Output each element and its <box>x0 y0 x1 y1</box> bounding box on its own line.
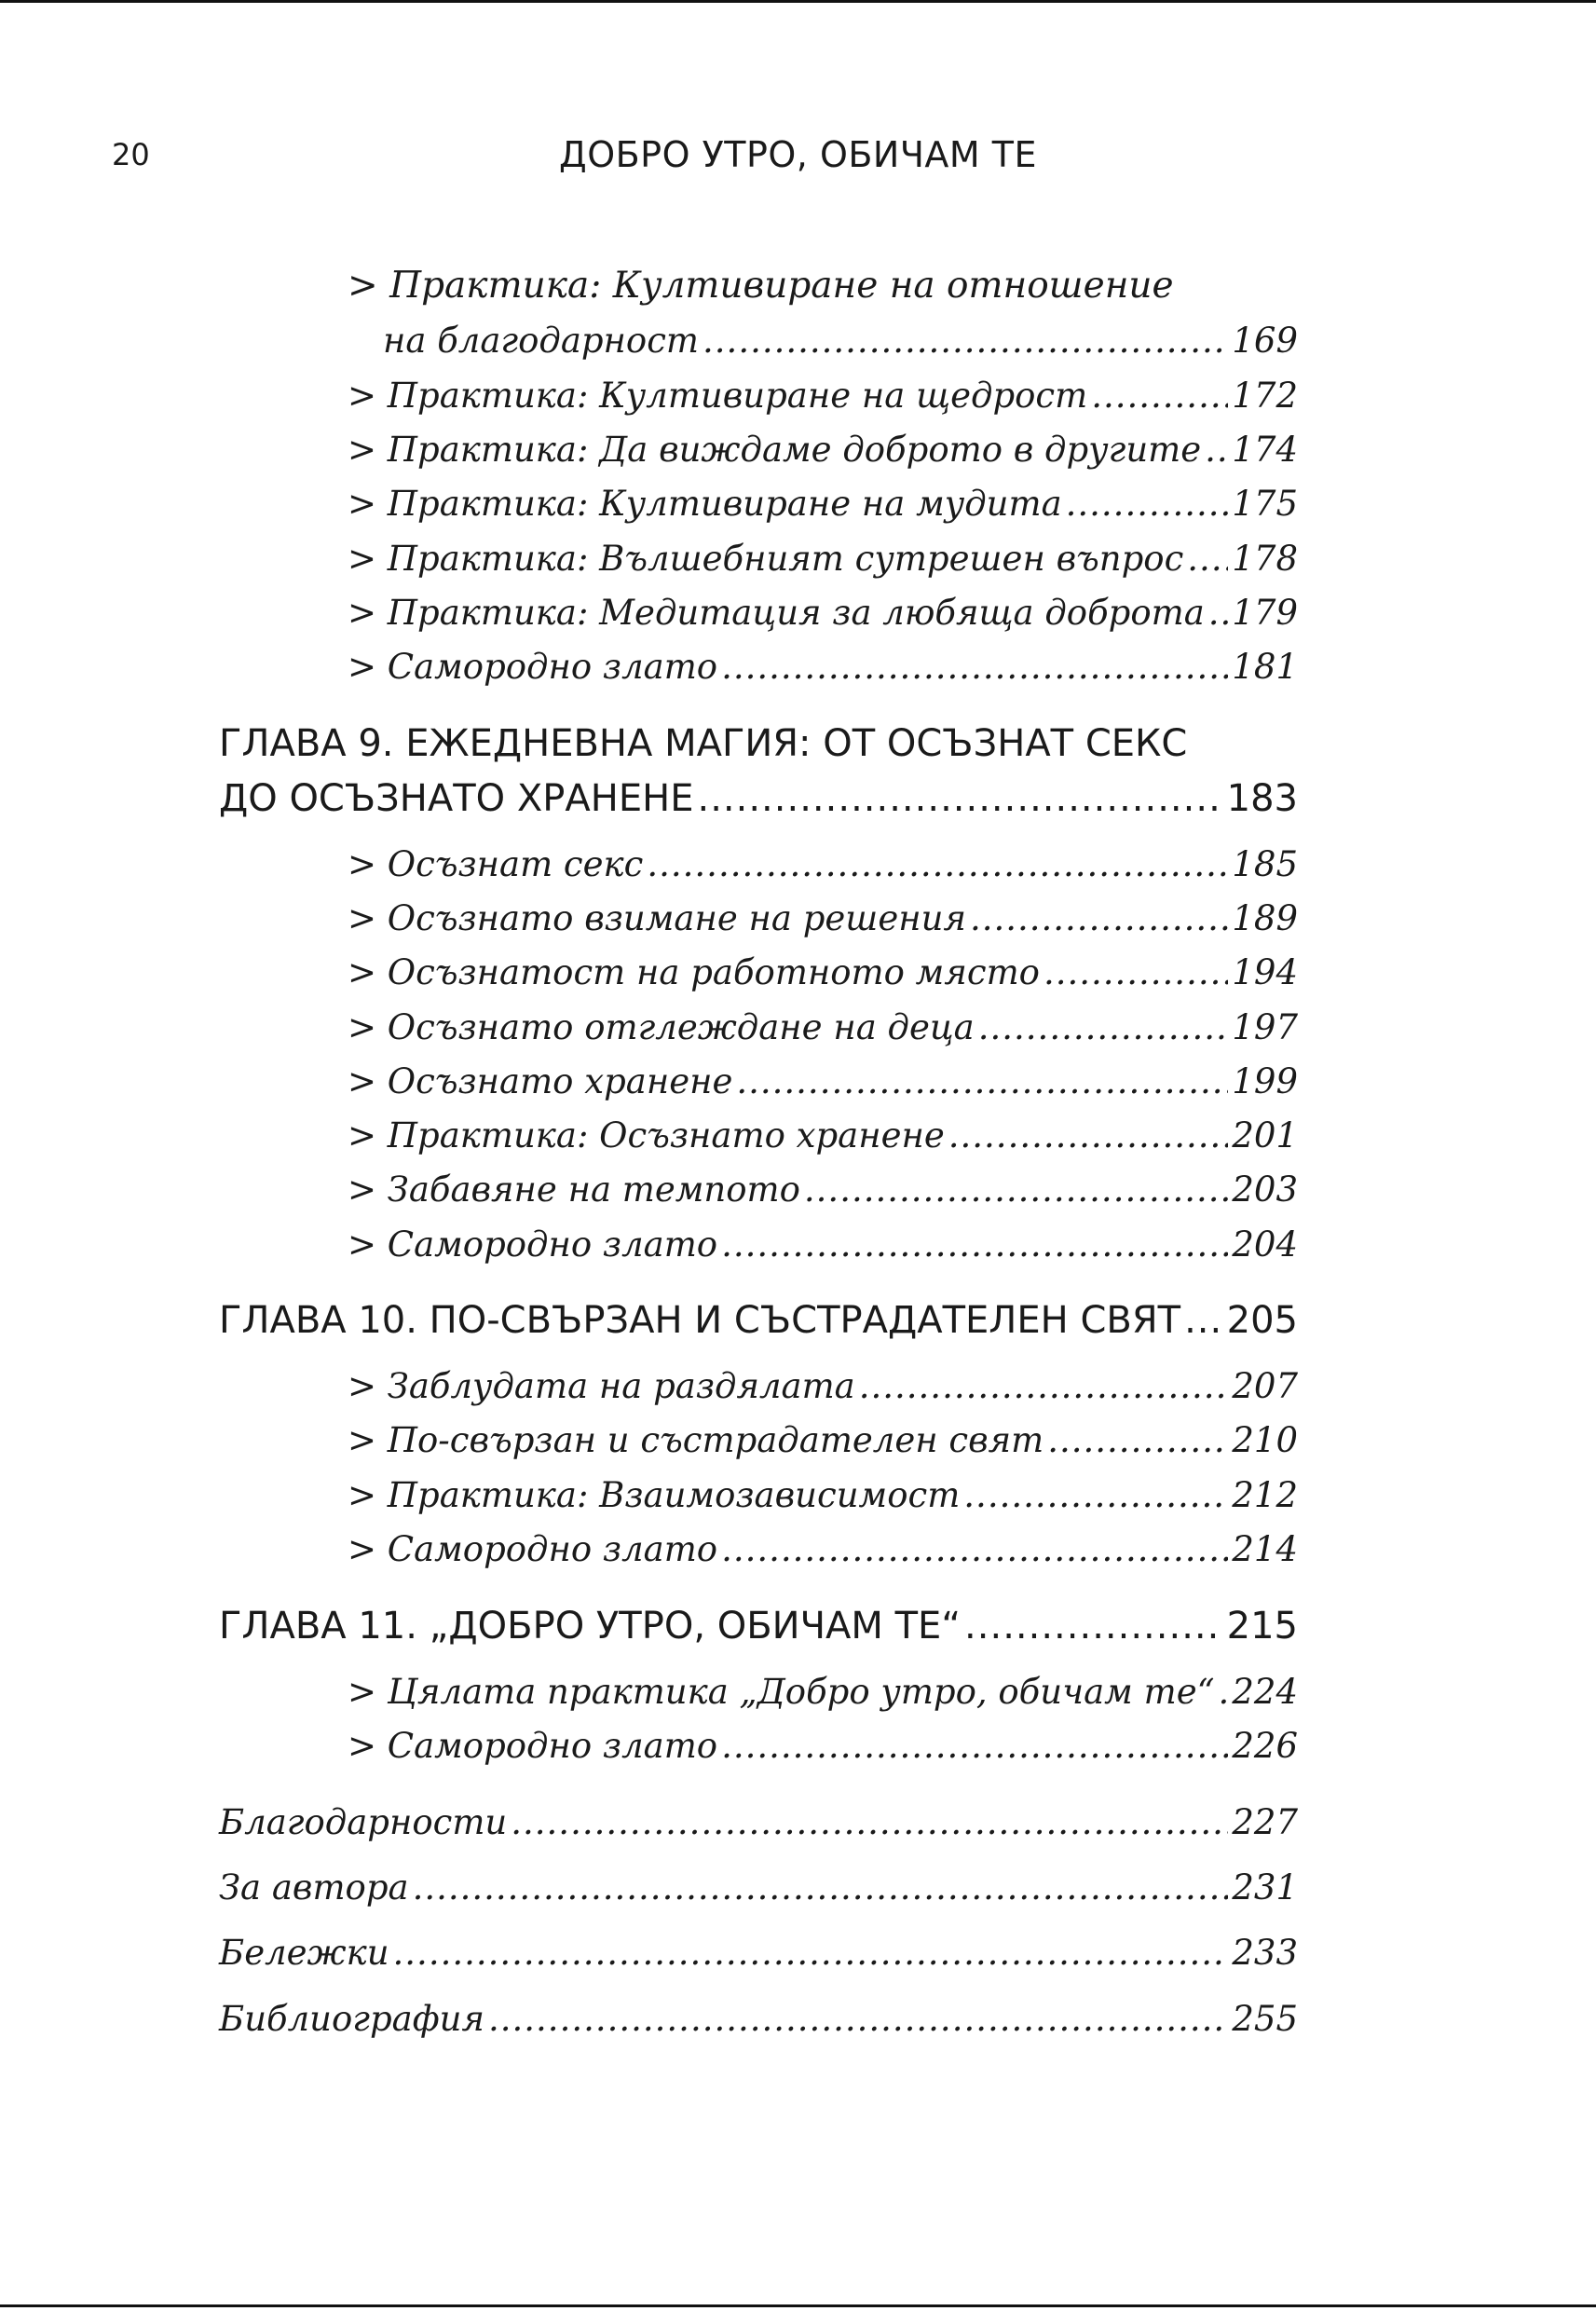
toc-entry-title: ГЛАВА 11. „ДОБРО УТРО, ОБИЧАМ ТЕ“ <box>219 1605 962 1648</box>
toc-entry-title: > Осъзнато взимане на решения <box>348 898 966 938</box>
toc-page-number: 255 <box>1232 1999 1298 2039</box>
leader-dots <box>647 841 1228 888</box>
toc-page-number: 233 <box>1232 1933 1298 1973</box>
toc-page-number: 194 <box>1232 952 1298 992</box>
toc-page-number: 181 <box>1232 647 1298 687</box>
leader-dots <box>963 1472 1228 1519</box>
toc-page-number: 212 <box>1232 1475 1298 1515</box>
leader-dots <box>964 1602 1223 1650</box>
toc-entry-title: > Осъзнато хранене <box>348 1061 733 1101</box>
leader-dots <box>1187 536 1228 582</box>
leader-dots <box>859 1363 1229 1410</box>
toc-entry-title: > Практика: Взаимозависимост <box>348 1475 961 1515</box>
leader-dots <box>1066 481 1229 527</box>
toc-backmatter-entry <box>219 1799 1298 1846</box>
toc-entry-title: За автора <box>219 1867 409 1908</box>
leader-dots <box>393 1930 1229 1976</box>
toc-section-entry <box>348 536 1298 582</box>
toc-page-number: 185 <box>1232 844 1298 884</box>
leader-dots <box>1184 1296 1223 1345</box>
toc-entry-title: > Самородно злато <box>348 1726 718 1766</box>
toc-section-entry <box>383 318 1298 364</box>
toc-page-number: 199 <box>1232 1061 1298 1101</box>
leader-dots <box>1091 373 1228 419</box>
toc-page-number: 172 <box>1232 376 1298 416</box>
toc-page-number: 189 <box>1232 898 1298 938</box>
toc-entry-title: > Практика: Осъзнато хранене <box>348 1115 945 1156</box>
toc-entry-title: > По-свързан и състрадателен свят <box>348 1420 1044 1460</box>
leader-dots <box>1208 590 1229 636</box>
toc-chapter-entry <box>219 1602 1298 1650</box>
leader-dots <box>978 1005 1229 1051</box>
leader-dots <box>948 1113 1229 1159</box>
toc-page-number: 205 <box>1226 1299 1298 1342</box>
toc-entry-title: > Самородно злато <box>348 1224 718 1265</box>
toc-chapter-entry <box>219 774 1298 823</box>
toc-page-number: 174 <box>1232 430 1298 470</box>
leader-dots <box>511 1799 1228 1846</box>
toc-page-number: 231 <box>1232 1867 1298 1908</box>
toc-page-number: 226 <box>1232 1726 1298 1766</box>
toc-backmatter-entry <box>219 1930 1298 1976</box>
toc-entry-title: > Осъзнато отглеждане на деца <box>348 1007 975 1047</box>
toc-section-entry <box>348 427 1298 473</box>
toc-entry-title: ГЛАВА 10. ПО-СВЪРЗАН И СЪСТРАДАТЕЛЕН СВЯТ <box>219 1299 1181 1342</box>
toc-section-entry <box>348 1005 1298 1051</box>
toc-entry-title: Библиография <box>219 1999 484 2039</box>
toc-section-entry <box>348 896 1298 942</box>
page-number: 20 <box>112 137 150 172</box>
toc-entry-title: > Самородно злато <box>348 647 718 687</box>
leader-dots <box>721 644 1228 691</box>
toc-page-number: 214 <box>1232 1529 1298 1569</box>
toc-section-entry <box>348 1059 1298 1105</box>
toc-page-number: 183 <box>1226 777 1298 820</box>
toc-section-entry <box>348 950 1298 996</box>
toc-section-title-line1: > Практика: Култивиране на отношение <box>348 265 1174 307</box>
toc-entry-title: > Осъзнат секс <box>348 844 644 884</box>
toc-section-entry <box>348 1363 1298 1410</box>
toc-entry-title: > Практика: Култивиране на мудита <box>348 484 1062 524</box>
toc-page-number: 204 <box>1232 1224 1298 1265</box>
toc-page-number: 215 <box>1226 1605 1298 1648</box>
leader-dots <box>721 1222 1228 1268</box>
leader-dots <box>804 1167 1228 1213</box>
toc-entry-title: на благодарност <box>383 321 700 361</box>
toc-page-number: 227 <box>1232 1802 1298 1842</box>
toc-section-entry <box>348 1167 1298 1213</box>
toc-entry-title: > Практика: Да виждаме доброто в другите <box>348 430 1202 470</box>
toc-section-entry <box>348 1526 1298 1573</box>
toc-section-entry <box>348 373 1298 419</box>
toc-page-number: 207 <box>1232 1366 1298 1406</box>
toc-entry-title: Благодарности <box>219 1802 508 1842</box>
toc-entry-title: > Практика: Вълшебният сутрешен въпрос <box>348 539 1184 579</box>
toc-entry-title: > Забавяне на темпото <box>348 1169 800 1210</box>
leader-dots <box>970 896 1228 942</box>
toc-section-entry <box>348 481 1298 527</box>
toc-entry-title: > Самородно злато <box>348 1529 718 1569</box>
toc-chapter-entry <box>219 1296 1298 1345</box>
toc-section-entry <box>348 1669 1298 1716</box>
leader-dots <box>1219 1669 1229 1716</box>
toc-page-number: 175 <box>1232 484 1298 524</box>
toc-section-entry <box>348 644 1298 691</box>
leader-dots <box>1205 427 1228 473</box>
leader-dots <box>721 1526 1228 1573</box>
leader-dots <box>1044 950 1228 996</box>
toc-section-entry <box>348 1417 1298 1464</box>
leader-dots <box>736 1059 1228 1105</box>
toc-page-number: 224 <box>1232 1672 1298 1712</box>
leader-dots <box>488 1996 1228 2043</box>
leader-dots <box>1047 1417 1228 1464</box>
toc-entry-title: > Практика: Медитация за любяща доброта <box>348 593 1205 633</box>
toc-section-entry <box>348 841 1298 888</box>
toc-entry-title: > Осъзнатост на работното място <box>348 952 1040 992</box>
leader-dots <box>721 1723 1228 1770</box>
toc-chapter-title-line1: ГЛАВА 9. ЕЖЕДНЕВНА МАГИЯ: ОТ ОСЪЗНАТ СЕКС <box>219 722 1188 765</box>
toc-page-number: 178 <box>1232 539 1298 579</box>
toc-section-entry <box>348 1472 1298 1519</box>
bottom-border <box>0 2304 1596 2307</box>
leader-dots <box>703 318 1228 364</box>
toc-entry-title: > Практика: Култивиране на щедрост <box>348 376 1088 416</box>
toc-entry-title: Бележки <box>219 1933 389 1973</box>
toc-page-number: 203 <box>1232 1169 1298 1210</box>
toc-backmatter-entry <box>219 1996 1298 2043</box>
toc-entry-title: > Заблудата на раздялата <box>348 1366 855 1406</box>
toc-section-entry <box>348 1222 1298 1268</box>
leader-dots <box>413 1865 1229 1911</box>
toc-entry-title: ДО ОСЪЗНАТО ХРАНЕНЕ <box>219 777 694 820</box>
toc-page-number: 169 <box>1232 321 1298 361</box>
toc-backmatter-entry <box>219 1865 1298 1911</box>
toc-page-number: 197 <box>1232 1007 1298 1047</box>
toc-entry-title: > Цялата практика „Добро утро, обичам те“ <box>348 1672 1215 1712</box>
toc-section-entry <box>348 1723 1298 1770</box>
toc-page-number: 201 <box>1232 1115 1298 1156</box>
toc-section-entry <box>348 590 1298 636</box>
toc-page-number: 179 <box>1232 593 1298 633</box>
toc-section-entry <box>348 1113 1298 1159</box>
running-title: ДОБРО УТРО, ОБИЧАМ ТЕ <box>559 134 1037 175</box>
toc-page-number: 210 <box>1232 1420 1298 1460</box>
leader-dots <box>697 774 1222 823</box>
